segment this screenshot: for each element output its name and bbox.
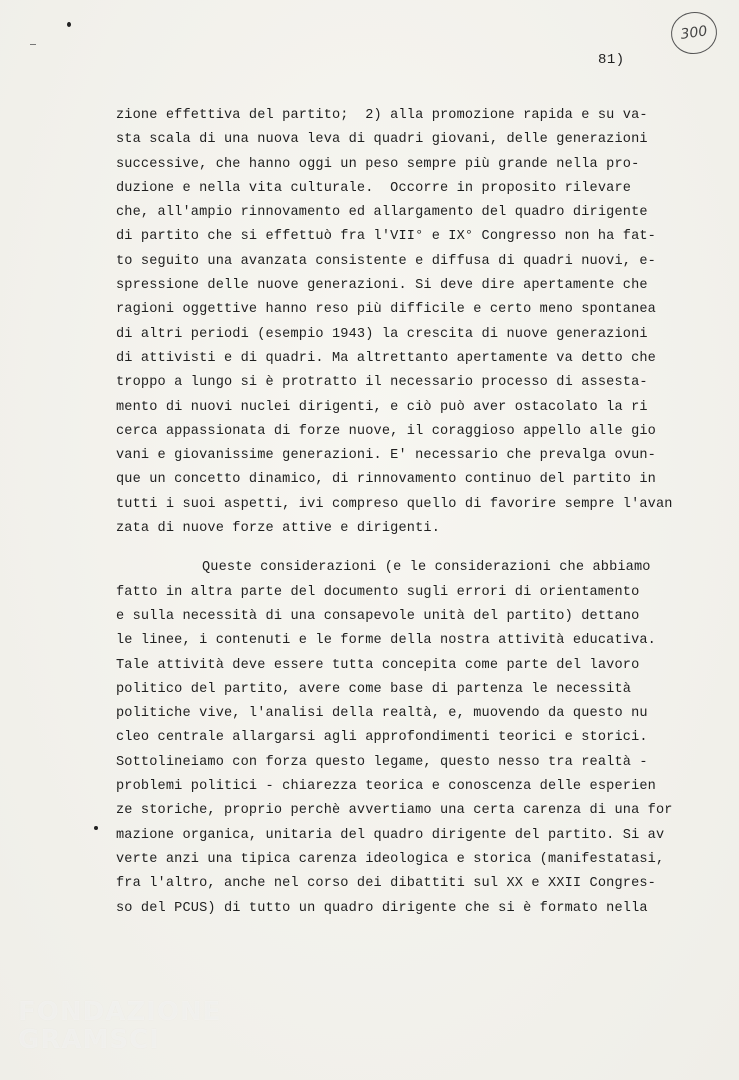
text-line: duzione e nella vita culturale. Occorre in proposito rilevare	[116, 180, 632, 196]
text-line: vani e giovanissime generazioni. E' necessario che prevalga ovun-	[116, 448, 656, 464]
text-line: politico del partito, avere come base di partenza le necessità	[116, 681, 632, 697]
text-line: tutti i suoi aspetti, ivi compreso quello di favorire sempre l'avan	[116, 496, 673, 512]
text-line: di altri periodi (esempio 1943) la crescita di nuove generazioni	[116, 326, 648, 342]
text-line: cerca appassionata di forze nuove, il coraggioso appello alle gio	[116, 423, 656, 439]
body-text	[116, 104, 696, 921]
text-line: di attivisti e di quadri. Ma altrettanto apertamente va detto che	[116, 350, 656, 366]
watermark-logo	[18, 998, 221, 1054]
text-line: ze storiche, proprio perchè avvertiamo una certa carenza di una for	[116, 803, 673, 819]
text-line: zione effettiva del partito; 2) alla promozione rapida e su va-	[116, 108, 648, 123]
text-line: Sottolineiamo con forza questo legame, questo nesso tra realtà -	[116, 754, 648, 770]
text-line: verte anzi una tipica carenza ideologica e storica (manifestatasi,	[116, 851, 665, 867]
margin-dot-middle	[94, 826, 98, 830]
text-line: fatto in altra parte del documento sugli errori di orientamento	[116, 584, 640, 600]
page-number: 81)	[598, 52, 625, 68]
text-line: di partito che si effettuò fra l'VII° e IX° Congresso non ha fat-	[116, 229, 656, 245]
text-line: Tale attività deve essere tutta concepita come parte del lavoro	[116, 657, 640, 673]
text-line: ragioni oggettive hanno reso più difficile e certo meno spontanea	[116, 302, 656, 318]
text-line: que un concetto dinamico, di rinnovamento continuo del partito in	[116, 472, 656, 488]
text-line: so del PCUS) di tutto un quadro dirigente che si è formato nella	[116, 900, 648, 916]
margin-dot-top	[67, 22, 71, 27]
text-line: Queste considerazioni (e le considerazioni che abbiamo	[202, 560, 651, 576]
text-line: cleo centrale allargarsi agli approfondimenti teorici e storici.	[116, 730, 648, 746]
text-line: fra l'altro, anche nel corso dei dibattiti sul XX e XXII Congres-	[116, 876, 656, 892]
text-line: spressione delle nuove generazioni. Si deve dire apertamente che	[116, 278, 648, 294]
stamp-number: 300	[679, 23, 709, 43]
text-line: che, all'ampio rinnovamento ed allargamento del quadro dirigente	[116, 205, 648, 221]
text-line: sta scala di una nuova leva di quadri giovani, delle generazioni	[116, 132, 648, 148]
text-line: troppo a lungo si è protratto il necessario processo di assesta-	[116, 375, 648, 391]
text-line: problemi politici - chiarezza teorica e conoscenza delle esperien	[116, 779, 656, 795]
text-line: mazione organica, unitaria del quadro dirigente del partito. Si av	[116, 827, 665, 843]
text-line: successive, che hanno oggi un peso sempre più grande nella pro-	[116, 156, 640, 172]
text-line: to seguito una avanzata consistente e diffusa di quadri nuovi, e-	[116, 253, 656, 269]
text-line: le linee, i contenuti e le forme della nostra attività educativa.	[116, 633, 656, 649]
margin-mark	[30, 44, 36, 45]
archive-stamp	[668, 9, 719, 57]
text-line: politiche vive, l'analisi della realtà, e, muovendo da questo nu	[116, 706, 648, 722]
text-line: e sulla necessità di una consapevole unità del partito) dettano	[116, 608, 640, 624]
paragraph-gap	[116, 541, 696, 556]
watermark-line: FONDAZIONE	[18, 997, 222, 1027]
text-line: mento di nuovi nuclei dirigenti, e ciò può aver ostacolato la ri	[116, 399, 648, 415]
text-line: zata di nuove forze attive e dirigenti.	[116, 521, 440, 537]
watermark-line: GRAMSCI	[18, 1025, 160, 1055]
